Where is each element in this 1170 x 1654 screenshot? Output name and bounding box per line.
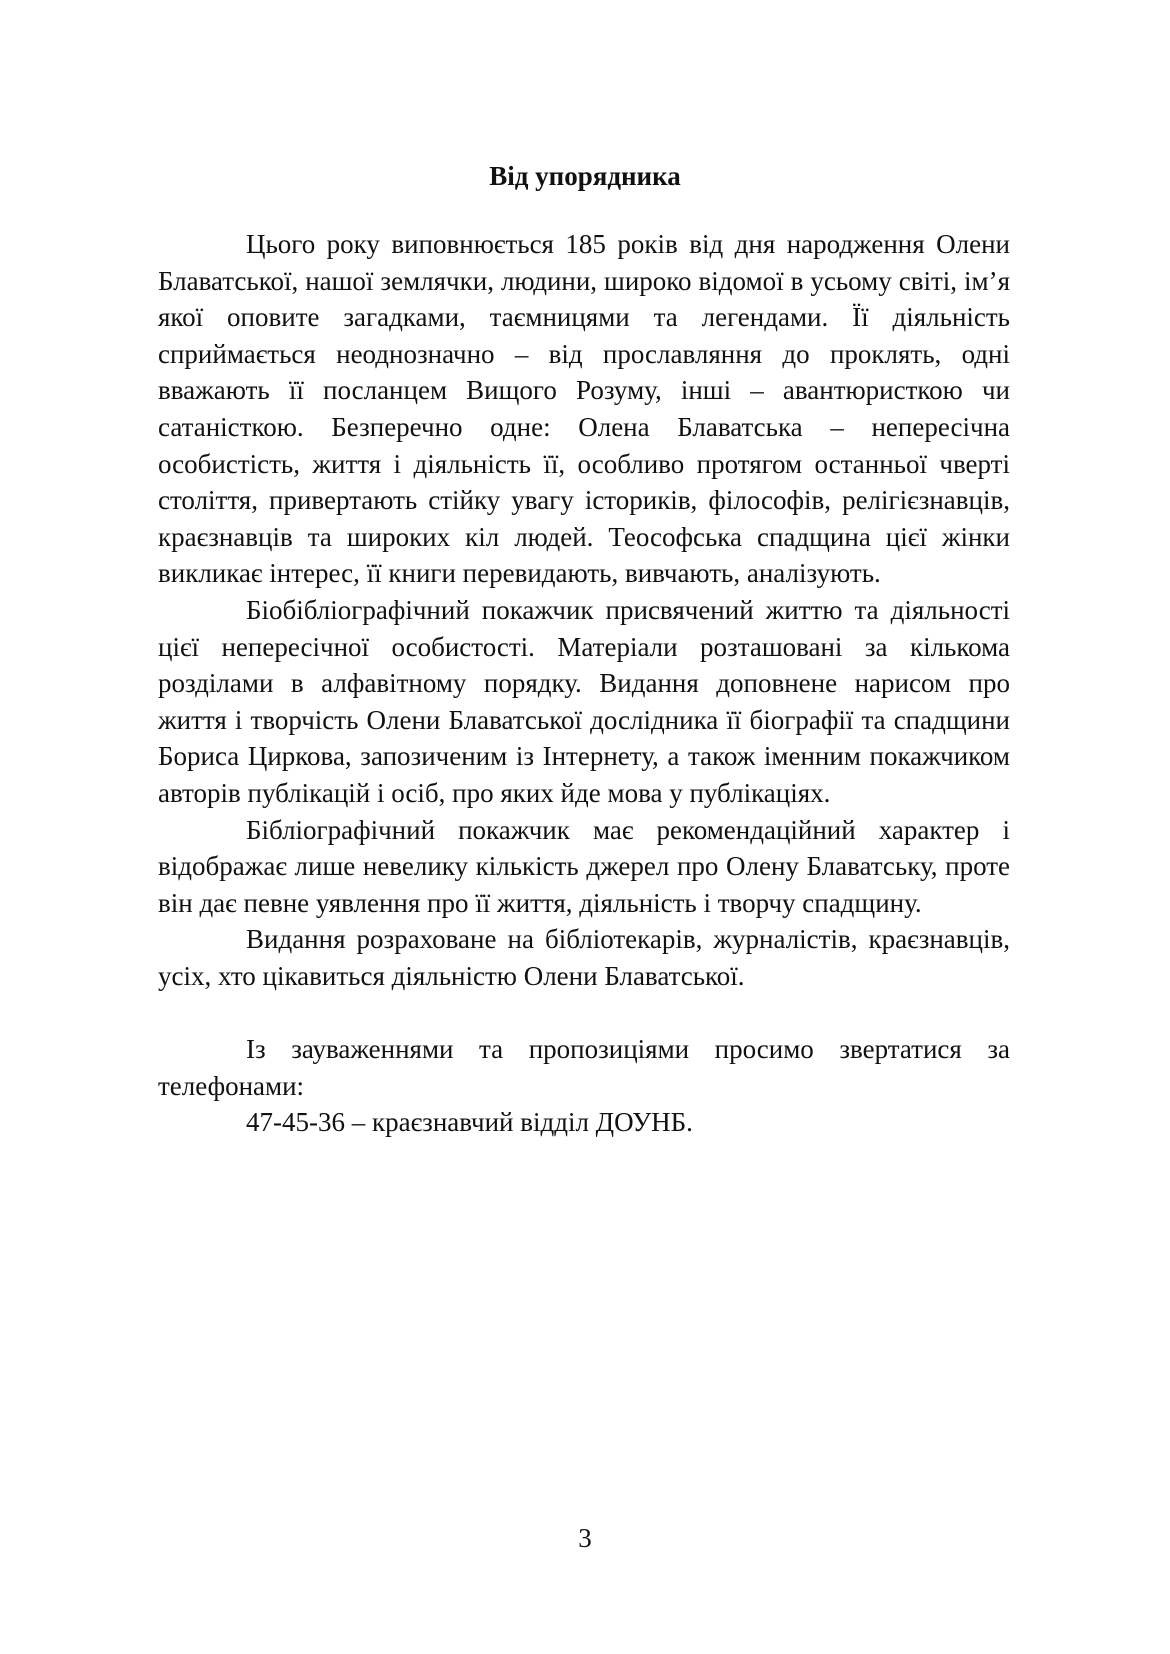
contact-text: Із зауваженнями та пропозиціями просимо звертатися за телефонами: — [158, 1034, 1010, 1101]
body-text — [158, 226, 1010, 1141]
page-title: Від упорядника — [489, 161, 681, 191]
page-number: 3 — [578, 1523, 592, 1553]
phone-line: 47-45-36 – краєзнавчий відділ ДОУНБ. — [246, 1107, 693, 1138]
paragraph-recommendation: Бібліографічний покажчик має рекомендаційний характер і відображає лише невелику кількість джерел про Олену Блаватську, проте він дає певне уявлення про її життя, діяльність і творчу спадщину. — [158, 814, 1010, 918]
paragraph-index-description: Біобібліографічний покажчик присвячений життю та діяльності цієї непересічної особистості. Матеріали розташовані за кількома розділами в алфавітному порядку. Видання доповнене нарисом про життя і творчість Олени Блаватської дослідника її біографії та спадщини Бориса Циркова, запозиченим із Інтернету, а також іменним покажчиком авторів публікацій і осіб, про яких йде мова у публікаціях. — [158, 594, 1010, 808]
paragraph-intro: Цього року виповнюється 185 років від дня народження Олени Блаватської, нашої землячки, людини, широко відомої в усьому світі, ім’я якої оповите загадками, таємницями та легендами. Її діяльність сприймається неоднозначно – від прославляння до проклять, одні вважають її посланцем Вищого Розуму, інші – авантюристкою чи сатаністкою. Безперечно одне: Олена Блаватська – непересічна особистість, життя і діяльність її, особливо протягом останньої чверті століття, привертають стійку увагу істориків, філософів, релігієзнавців, краєзнавців та широких кіл людей. Теософська спадщина цієї жінки викликає інтерес, її книги перевидають, вивчають, аналізують. — [158, 229, 1010, 589]
paragraph-audience: Видання розраховане на бібліотекарів, журналістів, краєзнавців, усіх, хто цікавиться діяльністю Олени Блаватської. — [158, 924, 1010, 991]
